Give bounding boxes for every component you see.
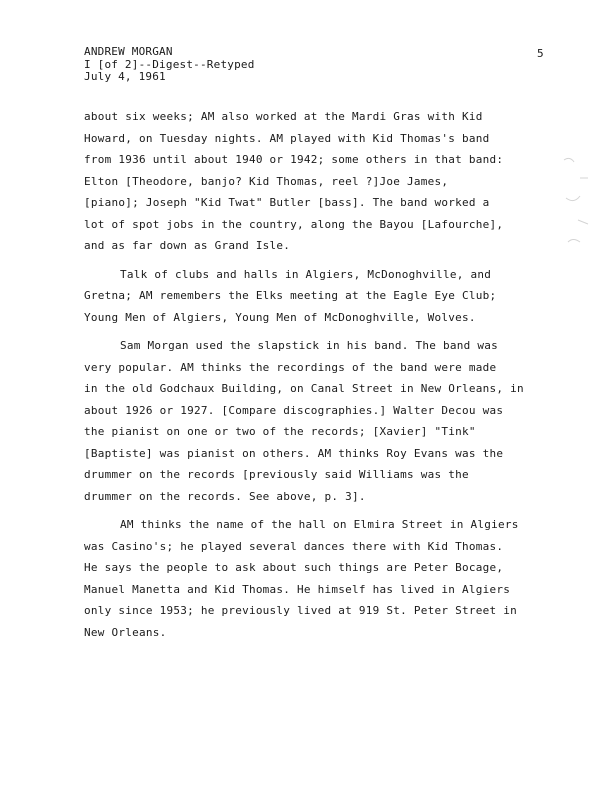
text-line: about 1926 or 1927. [Compare discographies.] Walter Decou was xyxy=(84,403,504,417)
text-line: was Casino's; he played several dances there with Kid Thomas. xyxy=(84,539,504,553)
text-line: lot of spot jobs in the country, along the Bayou [Lafourche], xyxy=(84,217,504,231)
text-line: drummer on the records [previously said Williams was the xyxy=(84,468,469,481)
text-line: [piano]; Joseph "Kid Twat" Butler [bass]. The band worked a xyxy=(84,196,490,209)
text-line: about six weeks; AM also worked at the Mardi Gras with Kid xyxy=(84,110,483,123)
text-line: Elton [Theodore, banjo? Kid Thomas, reel ?]Joe James, xyxy=(84,174,449,188)
interview-date: July 4, 1961 xyxy=(84,70,166,83)
document-header xyxy=(84,46,255,84)
text-line: [Baptiste] was pianist on others. AM thinks Roy Evans was the xyxy=(84,446,504,460)
text-line: from 1936 until about 1940 or 1942; some others in that band: xyxy=(84,153,504,166)
text-line: Howard, on Tuesday nights. AM played with Kid Thomas's band xyxy=(84,131,490,145)
paragraph-3 xyxy=(84,339,554,511)
text-line: New Orleans. xyxy=(84,625,167,639)
text-line: drummer on the records. See above, p. 3]. xyxy=(84,489,366,503)
paragraph-1 xyxy=(84,110,554,261)
page-number: 5 xyxy=(537,47,544,60)
text-line: in the old Godchaux Building, on Canal Street in New Orleans, in xyxy=(84,382,524,395)
text-line: AM thinks the name of the hall on Elmira Street in Algiers xyxy=(120,518,519,531)
text-line: Gretna; AM remembers the Elks meeting at the Eagle Eye Club; xyxy=(84,289,497,302)
text-line: He says the people to ask about such things are Peter Bocage, xyxy=(84,561,504,574)
text-line: only since 1953; he previously lived at 919 St. Peter Street in xyxy=(84,604,517,617)
interviewee-name: ANDREW MORGAN xyxy=(84,45,173,58)
text-line: Young Men of Algiers, Young Men of McDonoghville, Wolves. xyxy=(84,310,476,324)
reel-description: I [of 2]--Digest--Retyped xyxy=(84,57,255,71)
scan-artifact-marks xyxy=(560,150,608,260)
body-text xyxy=(84,110,554,647)
text-line: Talk of clubs and halls in Algiers, McDonoghville, and xyxy=(120,267,492,281)
paragraph-4 xyxy=(84,518,554,647)
text-line: and as far down as Grand Isle. xyxy=(84,239,291,252)
text-line: the pianist on one or two of the records; [Xavier] "Tink" xyxy=(84,425,476,438)
text-line: Sam Morgan used the slapstick in his band. The band was xyxy=(120,339,498,352)
text-line: Manuel Manetta and Kid Thomas. He himself has lived in Algiers xyxy=(84,582,511,596)
paragraph-2 xyxy=(84,268,554,333)
text-line: very popular. AM thinks the recordings of the band were made xyxy=(84,360,497,374)
